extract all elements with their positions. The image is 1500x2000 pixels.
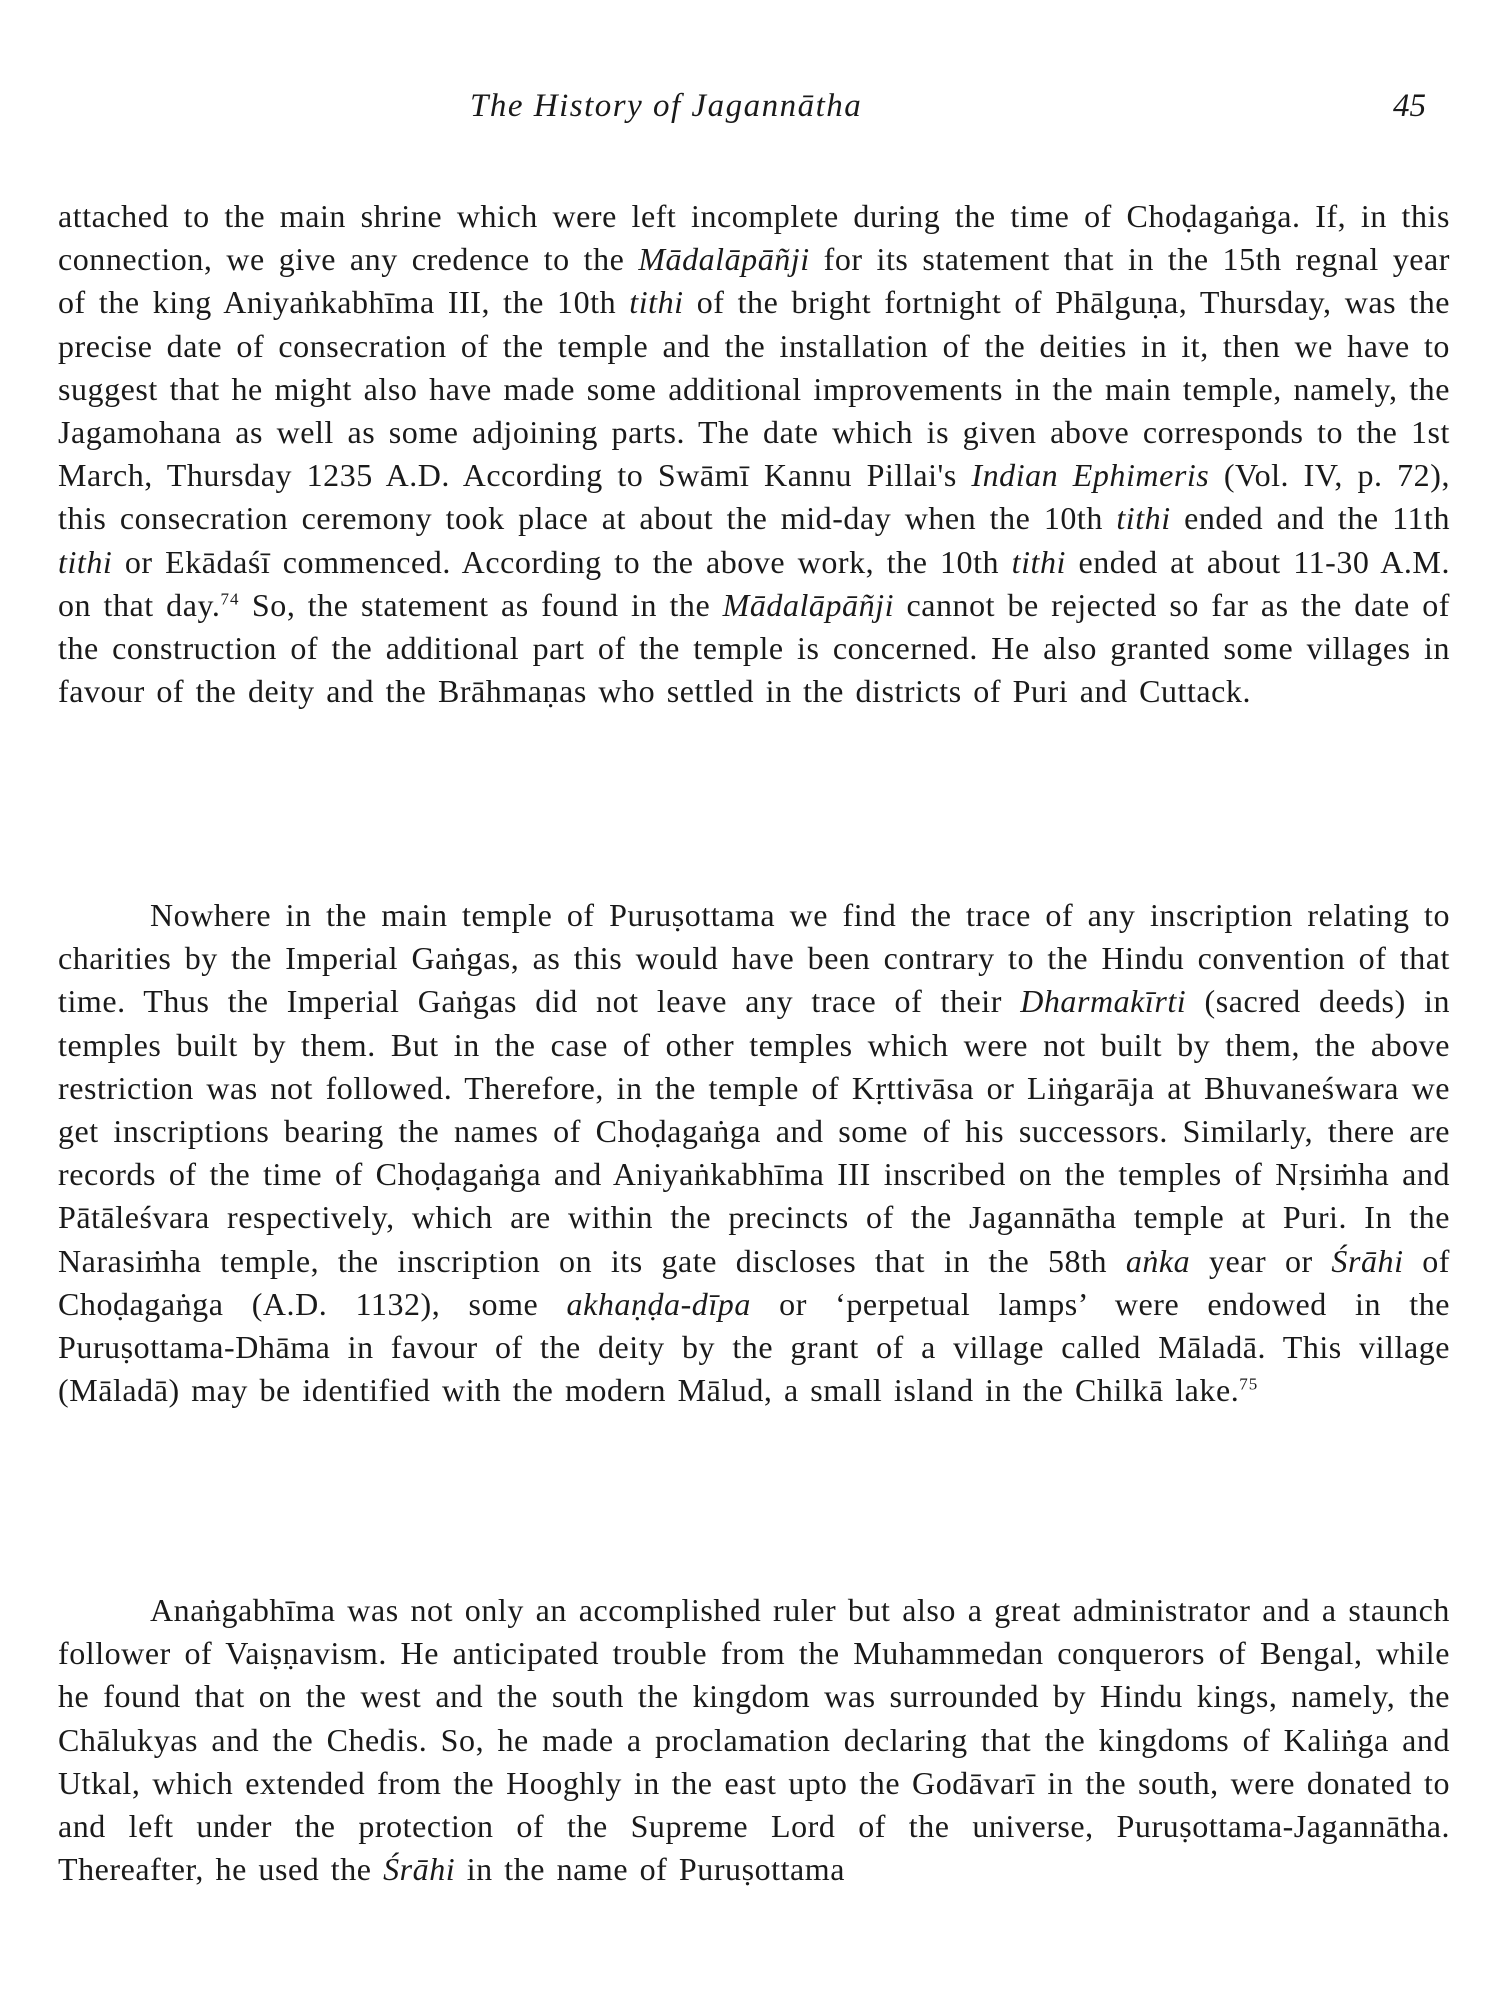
italic-title: Indian Ephimeris [971,457,1210,494]
italic-term: aṅka [1125,1242,1191,1279]
paragraph-anangabhima [58,1589,1450,1891]
italic-term: Mādalāpāñji [638,241,810,278]
text-run: of Choḍagaṅga (A.D. 1132), some [58,1242,1450,1322]
text-run: ended at about 11-30 A.M. on that day. [58,543,1450,623]
text-run: So, the statement as found in the [239,586,723,623]
text-run: cannot be rejected so far as the date of the construction of the additional part of the temple is concerned. He also granted some villages in favour of the deity and the Brāhmaṇas who settled in the districts of Puri and Cuttack. [58,586,1450,710]
text-run: or Ekādaśī commenced. According to the above work, the 10th [112,543,1012,580]
italic-term: Dharmakīrti [1020,983,1187,1020]
italic-term: tithi [58,543,113,580]
italic-term: Śrāhi [1331,1242,1404,1279]
running-title: The History of Jagannātha [470,88,863,124]
text-run: (sacred deeds) in temples built by them. But in the case of other temples which were not built by them, the above restriction was not followed. Therefore, in the temple of Kṛttivāsa or Liṅgarāja at Bhuvaneśwara we get inscriptions bearing the names of Choḍagaṅga and some of his successors. Similarly, there are records of the time of Choḍagaṅga and Aniyaṅkabhīma III inscribed on the temples of Nṛsiṁha and Pātāleśvara respectively, which are within the precincts of the Jagannātha temple at Puri. In the Narasiṁha temple, the inscription on its gate discloses that in the 58th [58,983,1451,1279]
running-head [0,88,1500,138]
footnote-ref-74: 74 [220,589,240,609]
italic-term: Śrāhi [383,1851,456,1888]
page-number: 45 [1393,88,1426,124]
paragraph-inscriptions [58,894,1450,1412]
text-run: of the bright fortnight of Phālguṇa, Thursday, was the precise date of consecration of the temple and the installation of the deities in it, then we have to suggest that he might also have made some additional improvements in the main temple, namely, the Jagamohana as well as some adjoining parts. The date which is given above corresponds to the 1st March, Thursday 1235 A.D. According to Swāmī Kannu Pillai's [58,284,1451,494]
text-run: (Vol. IV, p. 72), this consecration ceremony took place at about the mid-day when the 10th [58,457,1450,537]
paragraph-consecration-date [58,195,1450,713]
italic-term: akhaṇḍa-dīpa [566,1285,751,1322]
text-run: Anaṅgabhīma was not only an accomplished ruler but also a great administrator and a staunch follower of Vaiṣṇavism. He anticipated trouble from the Muhammedan conquerors of Bengal, while he found that on the west and the south the kingdom was surrounded by Hindu kings, namely, the Chālukyas and the Chedis. So, he made a proclamation declaring that the kingdoms of Kaliṅga and Utkal, which extended from the Hooghly in the east upto the Godāvarī in the south, were donated to and left under the protection of the Supreme Lord of the universe, Puruṣottama-Jagannātha. Thereafter, he used the [58,1592,1450,1888]
text-run: Nowhere in the main temple of Puruṣottama we find the trace of any inscription relating to charities by the Imperial Gaṅgas, as this would have been contrary to the Hindu convention of that time. Thus the Imperial Gaṅgas did not leave any trace of their [58,897,1450,1020]
text-run: or ‘perpetual lamps’ were endowed in the Puruṣottama-Dhāma in favour of the deity by the grant of a village called Māladā. This village (Māladā) may be identified with the modern Mālud, a small island in the Chilkā lake. [58,1285,1450,1409]
italic-term: Mādalāpāñji [722,586,895,623]
text-run: for its statement that in the 15th regnal year of the king Aniyaṅkabhīma III, the 10th [58,241,1451,321]
italic-term: tithi [1116,500,1171,537]
italic-term: tithi [629,284,684,321]
text-run: attached to the main shrine which were left incomplete during the time of Choḍagaṅga. If, in this connection, we give any credence to the [58,198,1450,278]
footnote-ref-75: 75 [1239,1374,1259,1394]
text-run: year or [1190,1242,1332,1279]
text-run: ended and the 11th [1170,500,1451,537]
italic-term: tithi [1011,543,1066,580]
text-run: in the name of Puruṣottama [455,1851,845,1888]
